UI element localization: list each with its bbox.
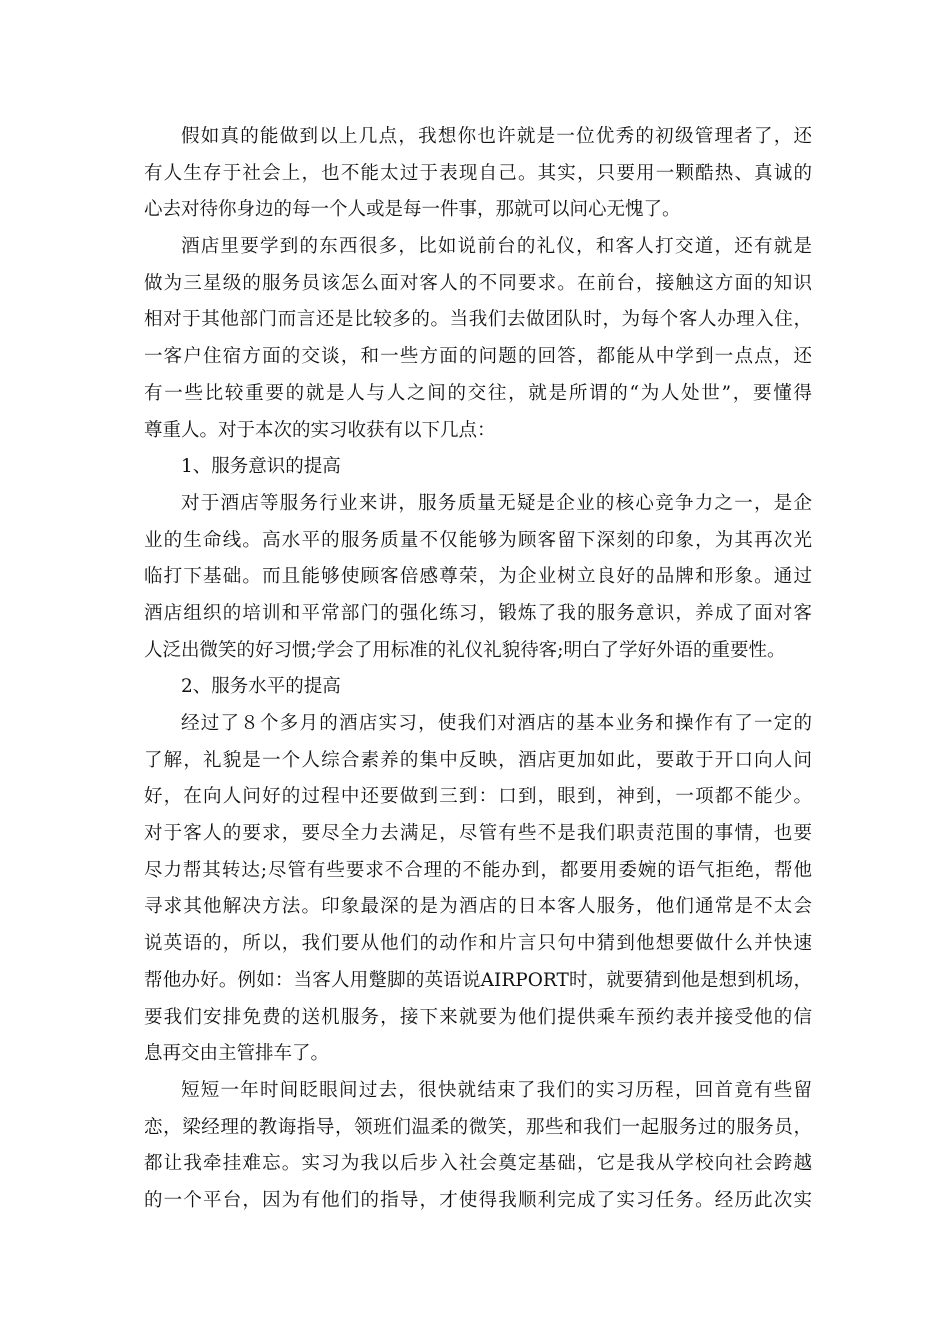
text-line: 一客户住宿方面的交谈，和一些方面的问题的回答，都能从中学到一点点，还 bbox=[144, 346, 812, 368]
text-line: 有人生存于社会上，也不能太过于表现自己。其实，只要用一颗酷热、真诚的 bbox=[144, 162, 812, 184]
text-line: 2、服务水平的提高 bbox=[181, 676, 341, 698]
text-line: 要我们安排免费的送机服务，接下来就要为他们提供乘车预约表并接受他的信 bbox=[144, 1006, 812, 1028]
text-line: 酒店组织的培训和平常部门的强化练习，锻炼了我的服务意识，养成了面对客 bbox=[144, 602, 812, 624]
text-line: 临打下基础。而且能够使顾客倍感尊荣，为企业树立良好的品牌和形象。通过 bbox=[144, 566, 812, 588]
text-line: 酒店里要学到的东西很多，比如说前台的礼仪，和客人打交道，还有就是 bbox=[181, 236, 812, 258]
text-line: 1、服务意识的提高 bbox=[181, 456, 341, 478]
text-line: 短短一年时间眨眼间过去，很快就结束了我们的实习历程，回首竟有些留 bbox=[181, 1079, 812, 1101]
text-line: 业的生命线。高水平的服务质量不仅能够为顾客留下深刻的印象，为其再次光 bbox=[144, 529, 812, 551]
text-line: 尊重人。对于本次的实习收获有以下几点： bbox=[144, 419, 496, 441]
text-line: 有一些比较重要的就是人与人之间的交往，就是所谓的“为人处世”，要懂得 bbox=[144, 382, 812, 404]
text-line: 恋，梁经理的教诲指导，领班们温柔的微笑，那些和我们一起服务过的服务员， bbox=[144, 1116, 812, 1138]
text-line: 好，在向人问好的过程中还要做到三到：口到，眼到，神到，一项都不能少。 bbox=[144, 786, 812, 808]
text-line: 经过了８个多月的酒店实习，使我们对酒店的基本业务和操作有了一定的 bbox=[181, 713, 812, 734]
text-line: 帮他办好。例如：当客人用蹩脚的英语说AIRPORT时，就要猜到他是想到机场， bbox=[144, 969, 812, 991]
document-body bbox=[144, 119, 812, 1220]
text-line: 的一个平台，因为有他们的指导，才使得我顺利完成了实习任务。经历此次实 bbox=[144, 1189, 812, 1211]
text-line: 相对于其他部门而言还是比较多的。当我们去做团队时，为每个客人办理入住， bbox=[144, 309, 812, 331]
text-line: 寻求其他解决方法。印象最深的是为酒店的日本客人服务，他们通常是不太会 bbox=[144, 896, 812, 918]
text-line: 对于客人的要求，要尽全力去满足，尽管有些不是我们职责范围的事情，也要 bbox=[144, 823, 812, 845]
text-line: 都让我牵挂难忘。实习为我以后步入社会奠定基础，它是我从学校向社会跨越 bbox=[144, 1153, 812, 1175]
text-line: 了解，礼貌是一个人综合素养的集中反映，酒店更加如此，要敢于开口向人问 bbox=[144, 749, 812, 771]
text-line: 人泛出微笑的好习惯;学会了用标准的礼仪礼貌待客;明白了学好外语的重要性。 bbox=[144, 639, 786, 661]
text-line: 假如真的能做到以上几点，我想你也许就是一位优秀的初级管理者了，还 bbox=[181, 126, 812, 147]
text-line: 说英语的，所以，我们要从他们的动作和片言只句中猜到他想要做什么并快速 bbox=[144, 933, 812, 955]
text-line: 尽力帮其转达;尽管有些要求不合理的不能办到，都要用委婉的语气拒绝，帮他 bbox=[144, 859, 812, 881]
text-line: 对于酒店等服务行业来讲，服务质量无疑是企业的核心竞争力之一，是企 bbox=[181, 492, 812, 514]
text-line: 做为三星级的服务员该怎么面对客人的不同要求。在前台，接触这方面的知识 bbox=[144, 272, 812, 294]
text-line: 息再交由主管排车了。 bbox=[144, 1043, 330, 1065]
text-line: 心去对待你身边的每一个人或是每一件事，那就可以问心无愧了。 bbox=[144, 199, 681, 221]
